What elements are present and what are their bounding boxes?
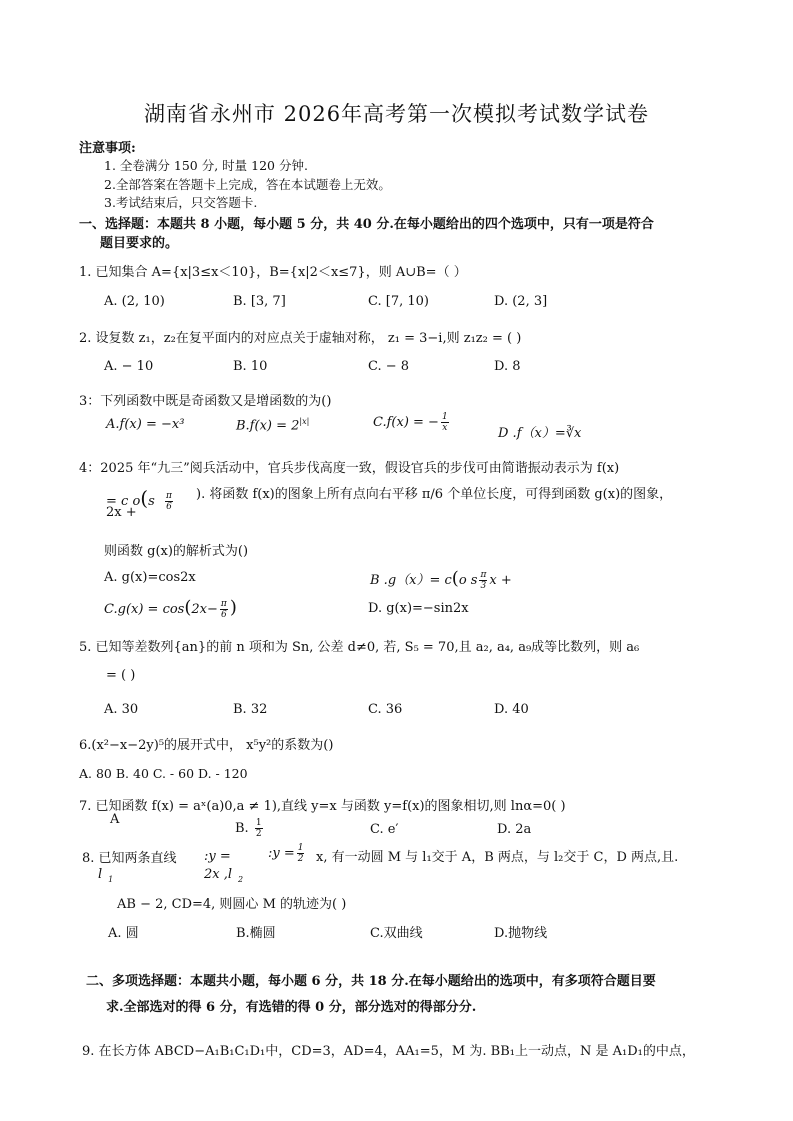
q5-option-a: A. 30 [104, 702, 139, 717]
q8-option-a: A. 圆 [108, 926, 139, 941]
q8-stem-cont: x, 有一动圆 M 与 l₁交于 A，B 两点，与 l₂交于 C，D 两点,且. [316, 850, 679, 865]
q1-option-b: B. [3, 7] [233, 294, 286, 309]
q5-option-c: C. 36 [368, 702, 403, 717]
q4-formula: = c o(s $\frac{\pi}{6}$ [106, 486, 172, 512]
q8-l2-label: 2x ,l $_2$ [204, 867, 244, 884]
section1-heading: 一、选择题：本题共 8 小题，每小题 5 分，共 40 分.在每小题给出的四个选项中，只有一项是符合 [79, 217, 654, 232]
q3-option-d: D .f（x）=∛x [498, 426, 582, 441]
q8-condition: AB − 2, CD=4, 则圆心 M 的轨迹为( ) [117, 897, 347, 912]
q2-option-c: C. − 8 [368, 359, 410, 374]
q5-option-b: B. 32 [233, 702, 268, 717]
page-title: 湖南省永州市 2026年高考第一次模拟考试数学试卷 [143, 102, 650, 126]
q4-formula-arg: 2x + [106, 505, 137, 520]
q8-stem: 8. 已知两条直线 [82, 851, 177, 866]
q4-option-d: D. g(x)=−sin2x [368, 601, 469, 616]
q8-line2-eq: :y = $\frac{1}{2}$ [268, 843, 304, 864]
q8-line1-eq: :y = [204, 849, 231, 864]
notice-item-3: 3.考试结束后，只交答题卡. [104, 195, 258, 210]
q3-option-a: A.f(x) = −x³ [106, 417, 185, 432]
q9-stem: 9. 在长方体 ABCD−A₁B₁C₁D₁中，CD=3，AD=4，AA₁=5，M 为. BB₁上一动点，N 是 A₁D₁的中点， [82, 1044, 695, 1059]
q1-option-c: C. [7, 10) [368, 294, 429, 309]
q2-stem: 2. 设复数 z₁，z₂在复平面内的对应点关于虚轴对称， z₁ = 3−i,则 z₁z₂ = ( ) [79, 331, 522, 346]
section2-heading-cont: 求.全部选对的得 6 分，有选错的得 0 分，部分选对的得部分分. [106, 1000, 477, 1015]
notice-item-1: 1. 全卷满分 150 分, 时量 120 分钟. [104, 158, 308, 173]
q3-stem: 3：下列函数中既是奇函数又是增函数的为() [79, 394, 332, 409]
q5-stem-cont: = ( ) [106, 668, 136, 683]
q6-options: A. 80 B. 40 C. - 60 D. - 120 [79, 766, 248, 781]
notice-heading: 注意事项: [79, 141, 136, 156]
q7-option-a: A [110, 812, 120, 827]
q1-stem: 1. 已知集合 A={x|3≤x＜10}，B={x|2＜x≤7}，则 A∪B=（ ） [79, 265, 467, 280]
q6-stem: 6.(x²−x−2y)⁵的展开式中， x⁵y²的系数为() [79, 738, 334, 753]
notice-item-2: 2.全部答案在答题卡上完成，答在本试题卷上无效。 [104, 177, 391, 192]
q7-option-b: B. $\frac{1}{2}$ [235, 818, 262, 839]
q4-option-a: A. g(x)=cos2x [104, 570, 196, 585]
q1-option-d: D. (2, 3] [494, 294, 548, 309]
section2-heading: 二、多项选择题：本题共小题，每小题 6 分，共 18 分.在每小题给出的选项中，有多项符合题目要 [86, 974, 656, 989]
q2-option-a: A. − 10 [104, 359, 154, 374]
q4-option-c: C.g(x) = cos(2x− $\frac{\pi}{6}$ ) [104, 597, 237, 620]
q5-option-d: D. 40 [494, 702, 529, 717]
q4-stem: 4：2025 年“九三”阅兵活动中，官兵步伐高度一致，假设官兵的步伐可由简谐振动表示为 f(x) [79, 461, 620, 476]
section1-heading-cont: 题目要求的。 [100, 236, 179, 251]
q4-stem-cont: ). 将函数 f(x)的图象上所有点向右平移 π/6 个单位长度，可得到函数 g(x)的图象， [196, 487, 673, 502]
q4-option-b: B .g（x）= c(o s $\frac{\pi}{3}$ x + [370, 568, 512, 591]
q2-option-d: D. 8 [494, 359, 521, 374]
q8-option-b: B.椭圆 [236, 926, 276, 941]
q7-option-c: C. e′ [370, 822, 399, 837]
q7-option-d: D. 2a [497, 822, 532, 837]
q2-option-b: B. 10 [233, 359, 268, 374]
q1-option-a: A. (2, 10) [104, 294, 165, 309]
q3-option-c: C.f(x) = − $\frac{1}{x}$ [373, 412, 448, 433]
q8-l1-label: l $_1$ [98, 867, 114, 884]
q8-option-c: C.双曲线 [370, 926, 423, 941]
q4-question: 则函数 g(x)的解析式为() [104, 544, 249, 559]
q7-stem: 7. 已知函数 f(x) = aˣ(a)0,a ≠ 1),直线 y=x 与函数 y=f(x)的图象相切,则 lnα=0( ) [79, 799, 566, 814]
q8-option-d: D.抛物线 [494, 926, 548, 941]
q5-stem: 5. 已知等差数列{an}的前 n 项和为 Sn, 公差 d≠0, 若, S₅ = 70,且 a₂, a₄, a₉成等比数列，则 a₆ [79, 640, 640, 655]
q3-option-b: $B.f(x) = 2^{|x|}$ [236, 417, 310, 434]
